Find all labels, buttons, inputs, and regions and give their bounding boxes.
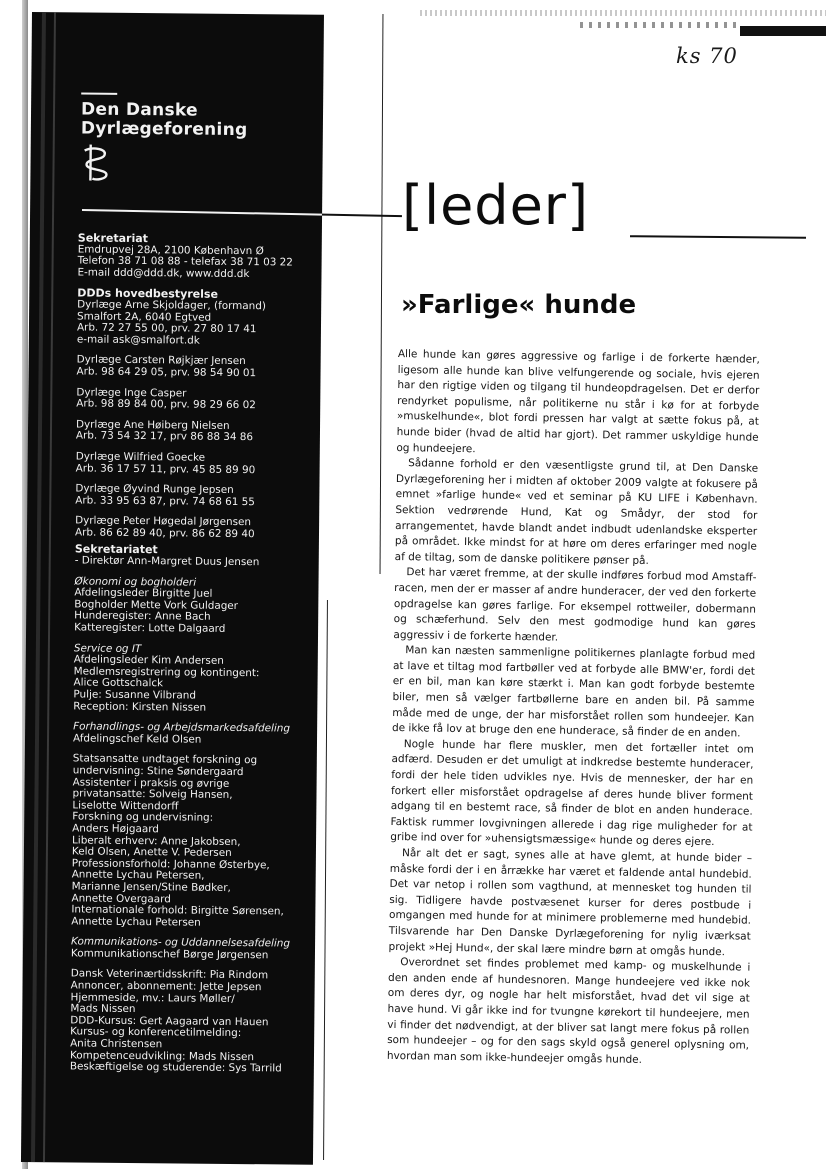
sekretariat-line: E-mail ddd@ddd.dk, www.ddd.dk xyxy=(77,266,250,280)
board-line: Dyrlæge Inge Casper xyxy=(76,385,187,400)
board-line: Smalfort 2A, 6040 Egtved xyxy=(77,310,212,324)
okonomi-line: Hunderegister: Anne Bach xyxy=(74,609,211,624)
kommunikation-line: Kommunikationschef Børge Jørgensen xyxy=(70,947,269,962)
stats-line: Statsansatte undtaget forskning og xyxy=(72,752,258,767)
stats-line: Marianne Jensen/Stine Bødker, xyxy=(71,880,231,894)
tidsskrift-line: Annoncer, abonnement: Jette Jepsen xyxy=(70,979,262,994)
okonomi-line: Bogholder Mette Vork Guldager xyxy=(74,598,239,612)
board-line: Dyrlæge Wilfried Goecke xyxy=(75,450,206,464)
serpent-logo-icon xyxy=(80,142,114,182)
article-paragraph: Sådanne forhold er den væsentligste grund til, at Den Danske Dyrlægeforening her i midten af oktober 2009 valgte at fokusere på emnet »farlige hunde« ved et seminar på KU LIFE i København. Sektion vedrørende Hund, Kat og Smådyr, der stod for arrangementet, havde blandt andet indbudt udenlandske eksperter på området. Ikke mindst for at høre om deres erfaringer med nogle af de tiltag, som de danske politikere pønser på. xyxy=(394,457,759,567)
column-divider xyxy=(380,14,384,574)
okonomi-heading: Økonomi og bogholderi xyxy=(74,575,197,589)
stats-line: Liselotte Wittendorff xyxy=(72,799,179,813)
board-line: Arb. 73 54 32 17, prv 86 88 34 86 xyxy=(75,429,254,444)
logo-rule xyxy=(81,92,117,94)
board-heading: DDDs hovedbestyrelse xyxy=(77,286,218,302)
tidsskrift-line: Dansk Veterinærtidsskrift: Pia Rindom xyxy=(70,967,269,982)
handwritten-note: ks 70 xyxy=(676,44,738,68)
scan-edge-dots xyxy=(580,22,740,28)
service-line: Pulje: Susanne Vilbrand xyxy=(73,688,197,702)
stats-line: Professionsforhold: Johanne Østerbye, xyxy=(71,857,270,872)
logo-name-line1: Den Danske xyxy=(80,99,199,121)
board-line: Arb. 36 17 57 11, prv. 45 85 89 90 xyxy=(75,461,256,476)
scan-edge-top xyxy=(420,10,826,16)
stats-line: Anders Højgaard xyxy=(72,822,159,836)
article-paragraph: Overordnet set findes problemet med kamp- og muskelhunde i den anden ende af hundesnoren. Mange hundeejere ved ikke nok om deres dyr, og nogle har helt misforstået, hvad det vil sige at have hund. Vi går ikke ind for tvungne kørekort til hundeejere, men vi finder det nødvendigt, at der bliver sat langt mere fokus på rollen som hundeejer – og for den sags skyld også generel oplysning om, hvordan man som ikke-hundeejer omgås hunde. xyxy=(386,956,751,1066)
service-heading: Service og IT xyxy=(73,642,142,655)
sidebar-stripe-inner xyxy=(43,12,56,1162)
kommunikation-heading: Kommunikations- og Uddannelsesafdeling xyxy=(71,935,291,950)
scan-edge-bar xyxy=(740,26,826,36)
sidebar-panel xyxy=(21,12,324,1165)
tidsskrift-line: Kompetenceudvikling: Mads Nissen xyxy=(69,1049,255,1063)
stats-line: undervisning: Stine Søndergaard xyxy=(72,764,244,779)
forhandling-heading: Forhandlings- og Arbejdsmarkedsafdeling xyxy=(73,720,291,735)
stats-line: Annette Lychau Petersen xyxy=(71,915,201,929)
column-divider-lower xyxy=(323,600,328,1160)
sekretariat-line: Telefon 38 71 08 88 - telefax 38 71 03 22 xyxy=(77,254,293,269)
board-line: Dyrlæge Øyvind Runge Jepsen xyxy=(75,482,234,497)
board-line: Arb. 72 27 55 00, prv. 27 80 17 41 xyxy=(76,321,257,336)
forhandling-line: Afdelingschef Keld Olsen xyxy=(72,732,202,746)
sekretariat-line: Emdrupvej 28A, 2100 København Ø xyxy=(77,243,264,257)
tidsskrift-line: Beskæftigelse og studerende: Sys Tarrild xyxy=(69,1060,282,1075)
tidsskrift-line: Kursus- og konferencetilmelding: xyxy=(70,1025,242,1040)
logo xyxy=(80,92,323,188)
board-line: Dyrlæge Peter Høgedal Jørgensen xyxy=(75,514,252,529)
stats-line: Annette Lychau Petersen, xyxy=(71,868,205,883)
stats-line: Internationale forhold: Birgitte Sørensen, xyxy=(71,903,284,918)
tidsskrift-line: Mads Nissen xyxy=(70,1002,136,1016)
stats-line: Assistenter i praksis og øvrige xyxy=(72,775,230,790)
service-line: Alice Gottschalck xyxy=(73,676,164,690)
article-paragraph: Alle hunde kan gøres aggressive og farlige i de forkerte hænder, ligesom alle hunde kan blive velfungerende og sociale, hvis ejeren har den rigtige viden og tilgang til hundeopdragelsen. Det er derfor rendyrket populisme, når politikerne nu står i kø for at forbyde »muskelhunde«, blot fordi pressen har valgt at sætte fokus på, at hunde bider (hvad de altid har gjort). Det rammer uskyldige hunde og hundeejere. xyxy=(396,347,760,455)
article-paragraph: Nogle hunde har flere muskler, men det fortæller intet om adfærd. Desuden er det umuligt at indkredse bestemte hunderacer, fordi der hele tiden udvikles nye. Hvis de mennesker, der har en forkert eller misforstået opdragelse af deres hunde bliver forment adgang til en bestemt race, så finder de blot en anden hunderace. Faktisk rummer lovgivningen allerede i dag rige muligheder for at gribe ind over for »uhensigtsmæssige« hunde og deres ejere. xyxy=(390,737,754,849)
article-paragraph: Når alt det er sagt, synes alle at have glemt, at hunde bider – måske fordi der i en årrække har været et faldende antal hundebid. Det var netop i rollen som vagthund, at mennesket tog hunden til sig. Tidligere havde postvæsenet kurser for deres postbude i omgangen med hunde for at minimere problemerne med hundebid. Tilsvarende har Den Danske Dyrlægeforening for nylig iværksat projekt »Hej Hund«, der skal lære mindre børn at omgås hunde. xyxy=(388,847,753,958)
board-line: Arb. 98 89 84 00, prv. 98 29 66 02 xyxy=(76,397,256,412)
board-line: e-mail ask@smalfort.dk xyxy=(76,333,200,347)
tidsskrift-line: DDD-Kursus: Gert Aagaard van Hauen xyxy=(70,1014,269,1029)
service-line: Afdelingsleder Kim Andersen xyxy=(73,653,224,668)
board-line: Dyrlæge Carsten Røjkjær Jensen xyxy=(76,353,246,368)
stats-line: Forskning og undervisning: xyxy=(72,810,214,825)
logo-name-line2: Dyrlægeforening xyxy=(80,118,248,141)
article-body xyxy=(387,347,760,1070)
sekretariatet-heading: Sekretariatet xyxy=(74,542,158,557)
title-rule xyxy=(630,235,806,239)
stats-line: Liberalt erhverv: Anne Jakobsen, xyxy=(71,833,241,848)
sekretariatet-line: - Direktør Ann-Margret Duus Jensen xyxy=(74,554,260,569)
service-line: Medlemsregistrering og kontingent: xyxy=(73,665,260,680)
organization-directory xyxy=(70,232,318,1075)
board-line: Dyrlæge Arne Skjoldager, (formand) xyxy=(77,298,266,313)
stats-line: Keld Olsen, Anette V. Pedersen xyxy=(71,845,232,860)
section-label: [leder] xyxy=(402,174,590,237)
tidsskrift-line: Anita Christensen xyxy=(70,1037,163,1051)
service-line: Reception: Kirsten Nissen xyxy=(73,700,207,714)
okonomi-line: Katteregister: Lotte Dalgaard xyxy=(74,621,226,635)
article-paragraph: Man kan næsten sammenligne politikernes planlagte forbud med at lave et tiltag mod fartbøller ved at forbyde alle BMW'er, fordi det er en bil, man kan køre stærkt i. Man kan godt forbyde bestemte biler, men så vælger fartbøllerne bare en anden bil. På samme måde med de unge, der har misforstået rollen som hundeejer. Kan de ikke få lov at bruge den ene hunderace, så finder de en anden. xyxy=(391,644,756,740)
article-paragraph: Det har været fremme, at der skulle indføres forbud mod Amstaff-racen, men der er masser af andre hunderacer, der ved den forkerte opdragelse kan gøres farlige. For eksempel rottweiler, dobermann og schæferhund. Selv den mest godmodige hund kan gøres aggressiv i de forkerte hænder. xyxy=(393,566,757,644)
article-headline: »Farlige« hunde xyxy=(401,290,637,320)
okonomi-line: Afdelingsleder Birgitte Juel xyxy=(74,586,213,601)
board-line: Arb. 86 62 89 40, prv. 86 62 89 40 xyxy=(74,526,255,541)
board-line: Arb. 33 95 63 87, prv. 74 68 61 55 xyxy=(75,494,255,508)
stats-line: Annette Overgaard xyxy=(71,891,171,905)
board-line: Arb. 98 64 29 05, prv. 98 54 90 01 xyxy=(76,365,257,380)
sekretariat-heading: Sekretariat xyxy=(77,231,149,246)
stats-line: privatansatte: Solveig Hansen, xyxy=(72,787,233,802)
tidsskrift-line: Hjemmeside, mv.: Laurs Møller/ xyxy=(70,991,235,1005)
board-line: Dyrlæge Ane Høiberg Nielsen xyxy=(75,418,230,432)
